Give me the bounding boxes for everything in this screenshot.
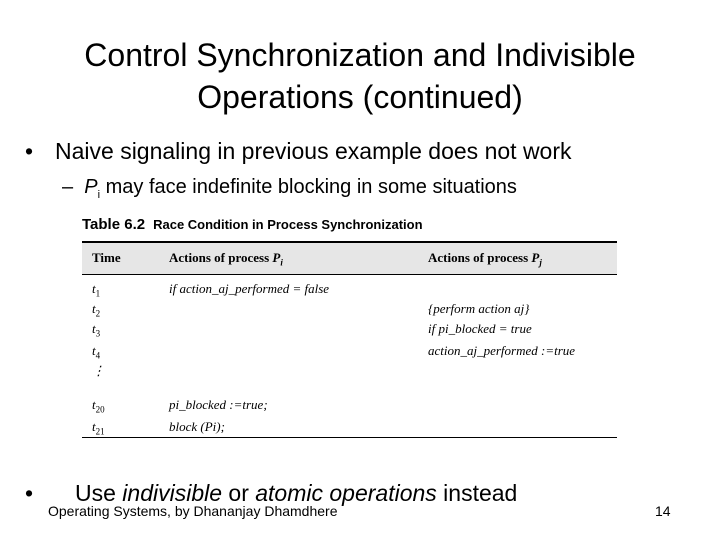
sub-bullet xyxy=(62,176,517,201)
time-cell: $t_4$ xyxy=(92,343,101,361)
time-cell: $t_{21}$ xyxy=(92,419,105,437)
pi: P xyxy=(84,176,98,198)
time-cell: $t_3$ xyxy=(92,321,101,339)
caption-title: Race Condition in Process Synchronization xyxy=(153,217,423,232)
sub-bullet-text: may face indefinite blocking in some situations xyxy=(100,176,517,198)
time-cell: $t_2$ xyxy=(92,301,101,319)
caption-label: Table 6.2 xyxy=(82,216,146,233)
title-line-2: Operations (continued) xyxy=(197,79,523,115)
bullet-1-text: Naive signaling in previous example does not work xyxy=(55,138,572,164)
table-header xyxy=(82,241,617,275)
pj-action-cell: if pi_blocked = true xyxy=(428,321,532,336)
table-row xyxy=(82,419,617,439)
table-row xyxy=(82,397,617,417)
time-cell: $t_{20}$ xyxy=(92,397,105,415)
race-condition-table xyxy=(82,241,617,438)
title-line-1: Control Synchronization and Indivisible xyxy=(84,37,636,73)
pi-sub: i xyxy=(97,189,101,201)
header-pi: Actions of process $P_i$ xyxy=(169,250,283,268)
slide-title xyxy=(0,34,720,118)
pi-action-cell: if action_aj_performed = false xyxy=(169,281,330,296)
table-row xyxy=(82,343,617,363)
time-cell: ⋮ xyxy=(92,363,105,378)
dash: – xyxy=(62,176,74,198)
table-caption xyxy=(82,216,423,233)
time-cell: $t_1$ xyxy=(92,281,101,299)
bullet-3: • Use indivisible or atomic operations instead xyxy=(25,480,518,506)
pi-action-cell: block (Pi); xyxy=(169,419,225,434)
pj-action-cell: {perform action aj} xyxy=(428,301,530,316)
table-row xyxy=(82,321,617,341)
bullet-1: • Naive signaling in previous example does not work xyxy=(25,138,572,164)
header-time: Time xyxy=(92,250,121,265)
table-row xyxy=(82,301,617,321)
pj-action-cell: action_aj_performed :=true xyxy=(428,343,576,358)
pi-action-cell: pi_blocked :=true; xyxy=(169,397,268,412)
page-number: 14 xyxy=(655,503,671,519)
header-pj: Actions of process $P_j$ xyxy=(428,250,542,268)
footer: Operating Systems, by Dhananjay Dhamdhere xyxy=(48,503,338,519)
table-row xyxy=(82,281,617,301)
table-row xyxy=(82,363,617,383)
